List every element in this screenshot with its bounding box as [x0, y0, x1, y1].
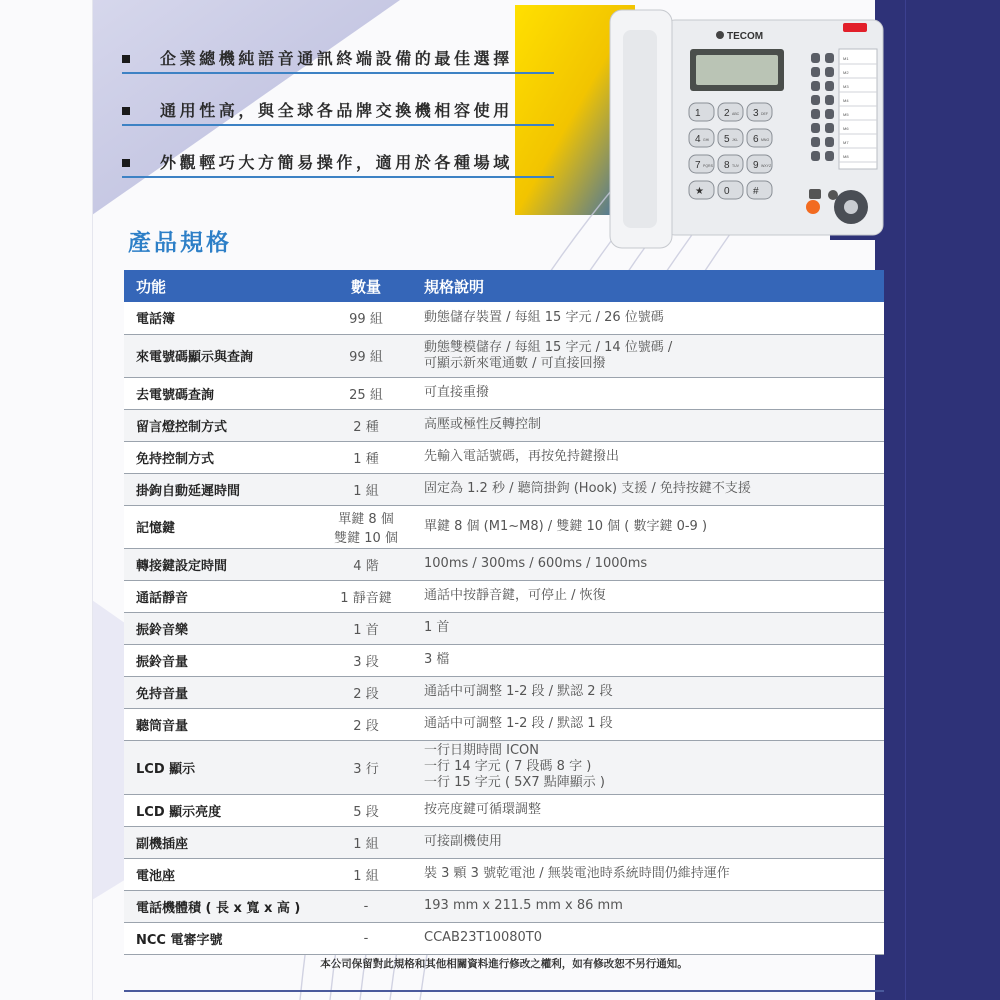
function-name-cell: 副機插座 [124, 826, 316, 858]
quantity-line: 4 階 [353, 558, 379, 574]
brand-label: TECOM [727, 31, 764, 42]
speaker-button [806, 200, 820, 214]
quantity-line: 3 行 [353, 761, 379, 777]
feature-text: 企業總機純語音通訊終端設備的最佳選擇 [160, 49, 513, 68]
quantity-cell [316, 580, 416, 612]
function-name-cell: 振鈴音量 [124, 644, 316, 676]
keypad-digit: 8 [724, 160, 730, 171]
quantity-cell [316, 644, 416, 676]
quantity-cell [316, 922, 416, 954]
quantity-line: - [363, 898, 369, 914]
table-header-row [124, 270, 884, 302]
keypad-key [718, 103, 743, 121]
quantity-cell [316, 505, 416, 548]
quantity-cell [316, 858, 416, 890]
quantity-line: - [363, 930, 369, 946]
quantity-cell [316, 548, 416, 580]
quantity-line: 2 段 [353, 718, 379, 734]
lcd-screen [696, 55, 778, 85]
keypad-key [747, 181, 772, 199]
keypad-key [747, 129, 772, 147]
disclaimer-note: 本公司保留對此規格和其他相關資料進行修改之權利，如有修改恕不另行通知。 [320, 958, 688, 970]
spec-line: 動態雙模儲存 / 每組 15 字元 / 14 位號碼 / [424, 339, 673, 355]
spec-line: 可顯示新來電通數 / 可直接回撥 [424, 355, 606, 371]
spec-line: CCAB23T10080T0 [424, 930, 543, 945]
table-row [124, 826, 884, 858]
function-name-cell: 通話靜音 [124, 580, 316, 612]
spec-line: 高壓或極性反轉控制 [424, 417, 542, 432]
quantity-line: 雙鍵 10 個 [334, 530, 398, 546]
spec-line: 動態儲存裝置 / 每組 15 字元 / 26 位號碼 [424, 309, 664, 325]
function-name-cell: LCD 顯示 [124, 740, 316, 794]
quantity-cell [316, 302, 416, 334]
keypad-letters: JKL [732, 138, 739, 142]
table-row [124, 676, 884, 708]
function-name-cell: 聽筒音量 [124, 708, 316, 740]
keypad-digit: 6 [753, 134, 759, 145]
memory-key [825, 109, 834, 119]
spec-cell [416, 794, 884, 826]
function-key [811, 109, 820, 119]
table-row [124, 580, 884, 612]
navy-side-band [875, 0, 1000, 1000]
memory-label-card [839, 49, 877, 169]
keypad-letters: ABC [732, 112, 740, 116]
keypad-letters: GHI [703, 138, 710, 142]
function-key [809, 189, 821, 199]
spec-cell [416, 858, 884, 890]
quantity-cell [316, 890, 416, 922]
quantity-cell [316, 740, 416, 794]
spec-cell [416, 548, 884, 580]
spec-line: 先輸入電話號碼，再按免持鍵撥出 [424, 449, 620, 464]
spec-cell [416, 473, 884, 505]
quantity-line: 99 組 [349, 312, 383, 328]
quantity-line: 1 組 [353, 868, 379, 884]
table-row [124, 548, 884, 580]
spec-cell [416, 409, 884, 441]
spec-cell [416, 740, 884, 794]
bullet-square-icon [122, 159, 130, 167]
spec-line: 按亮度鍵可循環調整 [424, 802, 542, 817]
spec-cell [416, 580, 884, 612]
spec-cell [416, 302, 884, 334]
quantity-line: 1 組 [353, 836, 379, 852]
keypad-key [689, 155, 714, 173]
function-name-cell: 記憶鍵 [124, 505, 316, 548]
keypad-digit: 3 [753, 108, 759, 119]
function-name-cell: LCD 顯示亮度 [124, 794, 316, 826]
header-quantity: 數量 [316, 270, 416, 302]
function-name-cell: 來電號碼顯示與查詢 [124, 334, 316, 377]
keypad-key [747, 103, 772, 121]
quantity-line: 單鍵 8 個 [338, 511, 394, 527]
quantity-cell [316, 409, 416, 441]
spec-cell [416, 922, 884, 954]
quantity-cell [316, 676, 416, 708]
function-name-cell: 去電號碼查詢 [124, 377, 316, 409]
keypad-digit: 5 [724, 134, 730, 145]
feature-bullet-3 [122, 148, 554, 178]
spec-cell [416, 612, 884, 644]
function-name-cell: 電池座 [124, 858, 316, 890]
table-row [124, 409, 884, 441]
memory-key-label: M6 [843, 126, 849, 131]
table-row [124, 473, 884, 505]
table-row [124, 708, 884, 740]
memory-key-label: M3 [843, 84, 849, 89]
table-row [124, 890, 884, 922]
section-title: 產品規格 [128, 230, 232, 256]
message-led [843, 23, 867, 32]
memory-key-label: M1 [843, 56, 849, 61]
memory-key [825, 137, 834, 147]
keypad-key [689, 129, 714, 147]
function-key [811, 67, 820, 77]
table-row [124, 441, 884, 473]
bullet-square-icon [122, 55, 130, 63]
memory-key [825, 151, 834, 161]
quantity-line: 3 段 [353, 654, 379, 670]
memory-key [825, 123, 834, 133]
table-row [124, 644, 884, 676]
feature-bullet-2 [122, 96, 554, 126]
keypad-key [718, 155, 743, 173]
function-key [811, 81, 820, 91]
function-name-cell: 電話機體積 ( 長 x 寬 x 高 ) [124, 890, 316, 922]
keypad-letters: DEF [761, 112, 768, 116]
spec-cell [416, 890, 884, 922]
feature-text: 通用性高，與全球各品牌交換機相容使用 [160, 101, 513, 120]
table-row [124, 612, 884, 644]
quantity-cell [316, 826, 416, 858]
function-key [811, 151, 820, 161]
quantity-cell [316, 334, 416, 377]
header-function: 功能 [124, 270, 316, 302]
function-name-cell: 留言燈控制方式 [124, 409, 316, 441]
keypad-digit: 9 [753, 160, 759, 171]
table-row [124, 794, 884, 826]
function-key [811, 123, 820, 133]
table-row [124, 334, 884, 377]
spec-cell [416, 826, 884, 858]
phone-image [585, 5, 885, 253]
keypad-digit: 4 [695, 134, 701, 145]
spec-cell [416, 377, 884, 409]
spec-cell [416, 441, 884, 473]
quantity-line: 25 組 [349, 387, 383, 403]
brand-logo-icon [716, 31, 724, 39]
spec-line: 一行 15 字元 ( 5X7 點陣顯示 ) [424, 775, 605, 790]
memory-key [825, 67, 834, 77]
spec-line: 100ms / 300ms / 600ms / 1000ms [424, 556, 648, 571]
quantity-cell [316, 612, 416, 644]
navigation-ok-button [844, 200, 858, 214]
memory-key-label: M2 [843, 70, 849, 75]
quantity-line: 1 組 [353, 483, 379, 499]
memory-key-label: M8 [843, 154, 849, 159]
spec-line: 通話中按靜音鍵，可停止 / 恢復 [424, 588, 606, 603]
memory-key [825, 81, 834, 91]
memory-key [825, 53, 834, 63]
memory-key-label: M5 [843, 112, 849, 117]
spec-cell [416, 334, 884, 377]
quantity-line: 2 段 [353, 686, 379, 702]
spec-cell [416, 708, 884, 740]
spec-table [124, 270, 884, 955]
keypad-digit: ★ [695, 186, 704, 197]
function-key [811, 95, 820, 105]
quantity-line: 2 種 [353, 419, 379, 435]
table-row [124, 377, 884, 409]
keypad-letters: WXYZ [761, 164, 772, 168]
quantity-cell [316, 473, 416, 505]
keypad-key [718, 129, 743, 147]
memory-key-label: M7 [843, 140, 849, 145]
function-name-cell: NCC 電審字號 [124, 922, 316, 954]
keypad-letters: MNO [761, 138, 770, 142]
bottom-divider [124, 990, 884, 992]
spec-line: 193 mm x 211.5 mm x 86 mm [424, 898, 623, 913]
quantity-line: 1 首 [353, 622, 379, 638]
quantity-line: 5 段 [353, 804, 379, 820]
spec-line: 一行日期時間 ICON [424, 743, 540, 758]
keypad-digit: 0 [724, 186, 730, 197]
bullet-square-icon [122, 107, 130, 115]
feature-text: 外觀輕巧大方簡易操作，適用於各種場域 [160, 153, 513, 172]
quantity-cell [316, 377, 416, 409]
keypad-key [689, 181, 714, 199]
spec-line: 通話中可調整 1-2 段 / 默認 2 段 [424, 684, 613, 699]
table-row [124, 922, 884, 954]
function-key [811, 53, 820, 63]
keypad-digit: 2 [724, 108, 730, 119]
spec-line: 可接副機使用 [424, 834, 503, 849]
spec-line: 可直接重撥 [424, 385, 490, 400]
function-name-cell: 振鈴音樂 [124, 612, 316, 644]
keypad-digit: # [753, 186, 759, 197]
memory-key-label: M4 [843, 98, 849, 103]
keypad-letters: PQRS [703, 164, 713, 168]
feature-bullet-1 [122, 44, 554, 74]
table-row [124, 505, 884, 548]
spec-line: 通話中可調整 1-2 段 / 默認 1 段 [424, 716, 613, 731]
table-row [124, 302, 884, 334]
keypad-digit: 1 [695, 108, 701, 119]
table-row [124, 858, 884, 890]
function-name-cell: 轉接鍵設定時間 [124, 548, 316, 580]
function-key [811, 137, 820, 147]
keypad-key [718, 181, 743, 199]
spec-cell [416, 676, 884, 708]
spec-line: 3 檔 [424, 652, 450, 667]
quantity-line: 99 組 [349, 350, 383, 365]
table-row [124, 740, 884, 794]
function-name-cell: 免持音量 [124, 676, 316, 708]
quantity-cell [316, 441, 416, 473]
spec-line: 固定為 1.2 秒 / 聽筒掛鉤 (Hook) 支援 / 免持按鍵不支援 [424, 481, 751, 496]
function-name-cell: 掛鉤自動延遲時間 [124, 473, 316, 505]
function-name-cell: 電話簿 [124, 302, 316, 334]
keypad-key [747, 155, 772, 173]
memory-key [825, 95, 834, 105]
quantity-line: 1 種 [353, 451, 379, 467]
keypad-letters: TUV [732, 164, 739, 168]
function-name-cell: 免持控制方式 [124, 441, 316, 473]
spec-line: 一行 14 字元 ( 7 段碼 8 字 ) [424, 759, 592, 774]
spec-line: 裝 3 顆 3 號乾電池 / 無裝電池時系統時間仍維持運作 [424, 866, 730, 881]
keypad-key [689, 103, 714, 121]
quantity-line: 1 靜音鍵 [340, 590, 392, 606]
spec-line: 1 首 [424, 620, 450, 635]
header-spec: 規格說明 [416, 270, 884, 302]
spec-line: 單鍵 8 個 (M1~M8) / 雙鍵 10 個 ( 數字鍵 0-9 ) [424, 518, 708, 534]
keypad-digit: 7 [695, 160, 701, 171]
quantity-cell [316, 794, 416, 826]
spec-cell [416, 644, 884, 676]
quantity-cell [316, 708, 416, 740]
spec-cell [416, 505, 884, 548]
